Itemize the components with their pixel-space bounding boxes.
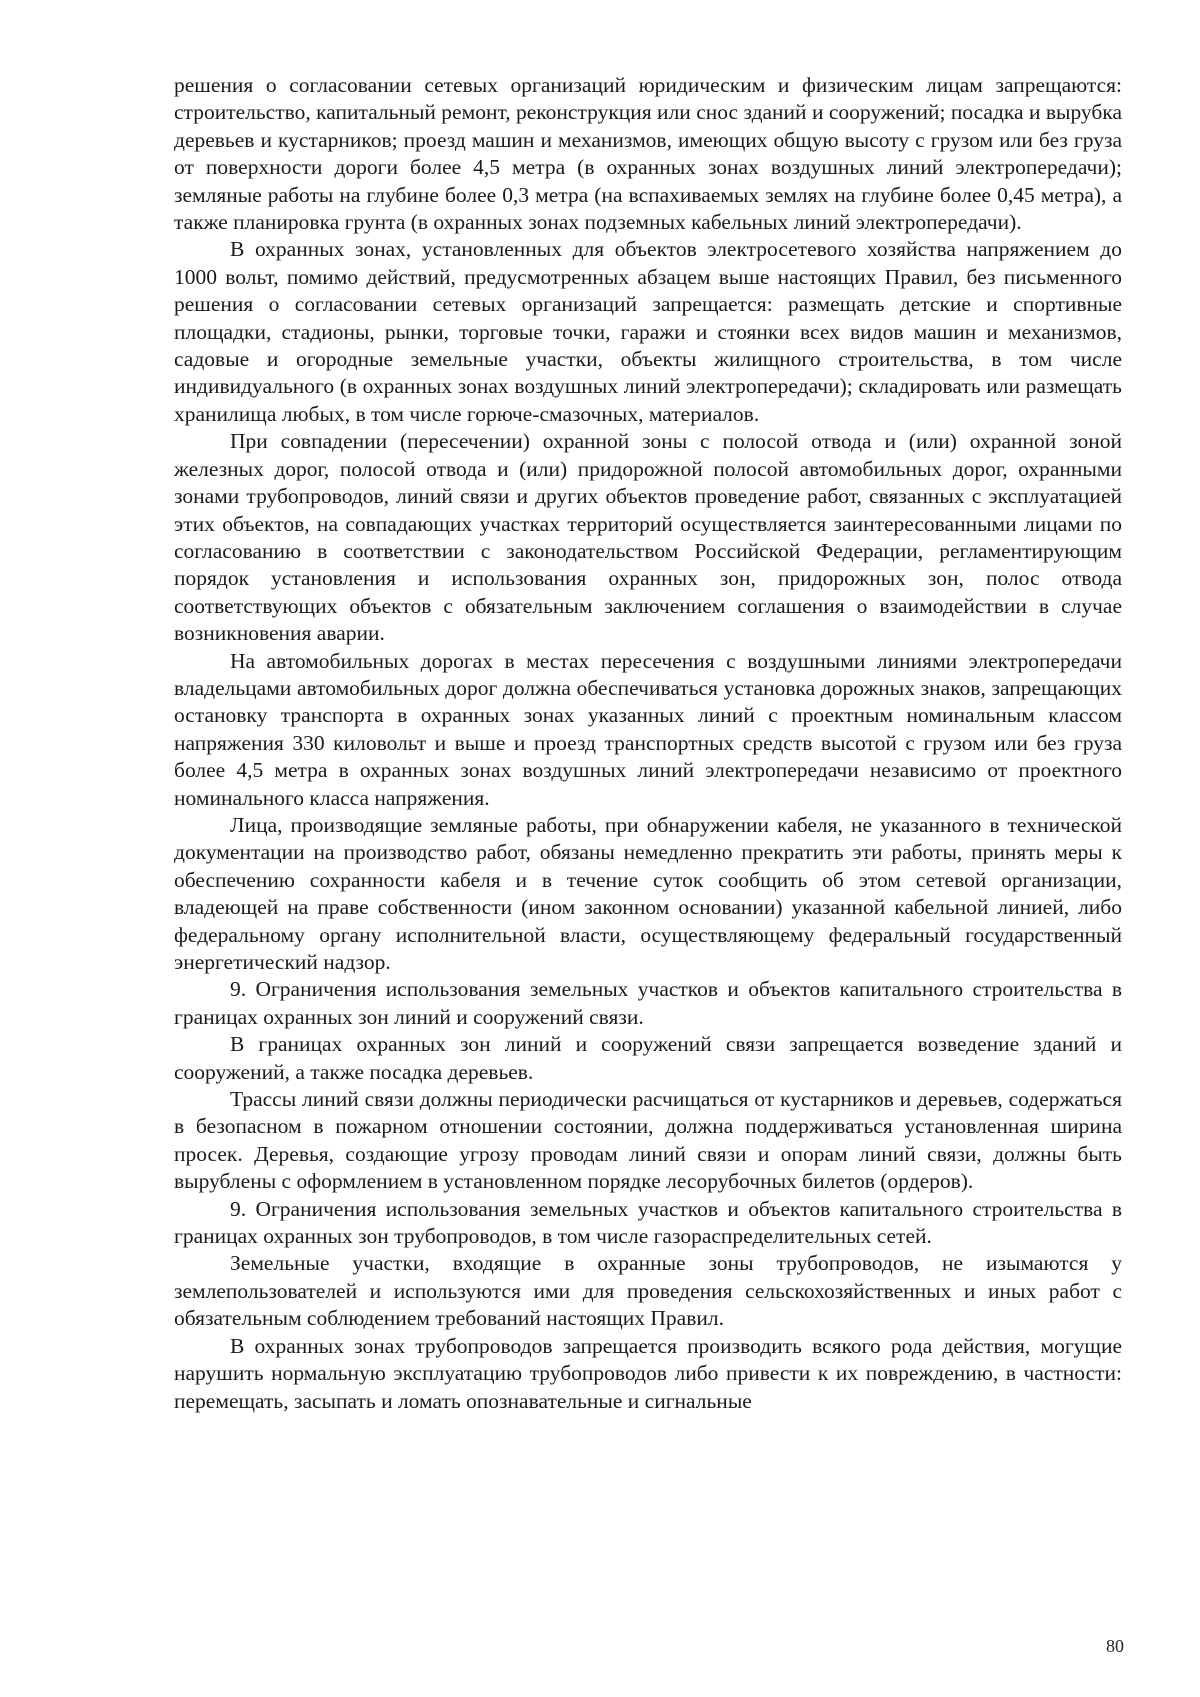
paragraph: На автомобильных дорогах в местах пересечения с воздушными линиями электропередачи владельцами автомобильных дорог должна обеспечиваться установка дорожных знаков, запрещающих остановку транспорта в охранных зонах указанных линий с проектным номинальным классом напряжения 330 киловольт и выше и проезд транспортных средств высотой с грузом или без груза более 4,5 метра в охранных зонах воздушных линий электропередачи независимо от проектного номинального класса напряжения. (174, 648, 1122, 810)
section-heading: 9. Ограничения использования земельных участков и объектов капитального строительства в границах охранных зон трубопроводов, в том числе газораспределительных сетей. (174, 1196, 1122, 1249)
paragraph-continuation: решения о согласовании сетевых организаций юридическим и физическим лицам запрещаются: строительство, капитальный ремонт, реконструкция или снос зданий и сооружений; посадка и вырубка деревьев и кустарников; проезд машин и механизмов, имеющих общую высоту с грузом или без груза от поверхности дороги более 4,5 метра (в охранных зонах воздушных линий электропередачи); земляные работы на глубине более 0,3 метра (на вспахиваемых землях на глубине более 0,45 метра), а также планировка грунта (в охранных зонах подземных кабельных линий электропередачи). (174, 73, 1122, 235)
paragraph: Лица, производящие земляные работы, при обнаружении кабеля, не указанного в технической документации на производство работ, обязаны немедленно прекратить эти работы, принять меры к обеспечению сохранности кабеля и в течение суток сообщить об этом сетевой организации, владеющей на праве собственности (ином законном основании) указанной кабельной линией, либо федеральному органу исполнительной власти, осуществляющему федеральный государственный энергетический надзор. (174, 812, 1122, 974)
paragraph: В границах охранных зон линий и сооружений связи запрещается возведение зданий и сооружений, а также посадка деревьев. (174, 1032, 1122, 1084)
paragraph: В охранных зонах, установленных для объектов электросетевого хозяйства напряжением до 1000 вольт, помимо действий, предусмотренных абзацем выше настоящих Правил, без письменного решения о согласовании сетевых организаций запрещается: размещать детские и спортивные площадки, стадионы, рынки, торговые точки, гаражи и стоянки всех видов машин и механизмов, садовые и огородные земельные участки, объекты жилищного строительства, в том числе индивидуального (в охранных зонах воздушных линий электропередачи); складировать или размещать хранилища любых, в том числе горюче-смазочных, материалов. (174, 237, 1122, 426)
page-number: 80 (1106, 1636, 1124, 1656)
paragraph: В охранных зонах трубопроводов запрещается производить всякого рода действия, могущие нарушить нормальную эксплуатацию трубопроводов либо привести к их повреждению, в частности: перемещать, засыпать и ломать опознавательные и сигнальные (174, 1333, 1122, 1413)
paragraph: Трассы линий связи должны периодически расчищаться от кустарников и деревьев, содержаться в безопасном в пожарном отношении состоянии, должна поддерживаться установленная ширина просек. Деревья, создающие угрозу проводам линий связи и опорам линий связи, должны быть вырублены с оформлением в установленном порядке лесорубочных билетов (ордеров). (174, 1087, 1122, 1194)
section-heading: 9. Ограничения использования земельных участков и объектов капитального строительства в границах охранных зон линий и сооружений связи. (174, 977, 1122, 1029)
paragraph: Земельные участки, входящие в охранные зоны трубопроводов, не изымаются у землепользователей и используются ими для проведения сельскохозяйственных и иных работ с обязательным соблюдением требований настоящих Правил. (174, 1251, 1122, 1331)
paragraph: При совпадении (пересечении) охранной зоны с полосой отвода и (или) охранной зоной железных дорог, полосой отвода и (или) придорожной полосой автомобильных дорог, охранными зонами трубопроводов, линий связи и других объектов проведение работ, связанных с эксплуатацией этих объектов, на совпадающих участках территорий осуществляется заинтересованными лицами по согласованию в соответствии с законодательством Российской Федерации, регламентирующим порядок установления и использования охранных зон, придорожных зон, полос отвода соответствующих объектов с обязательным заключением соглашения о взаимодействии в случае возникновения аварии. (174, 429, 1122, 646)
document-body (174, 72, 1122, 1415)
